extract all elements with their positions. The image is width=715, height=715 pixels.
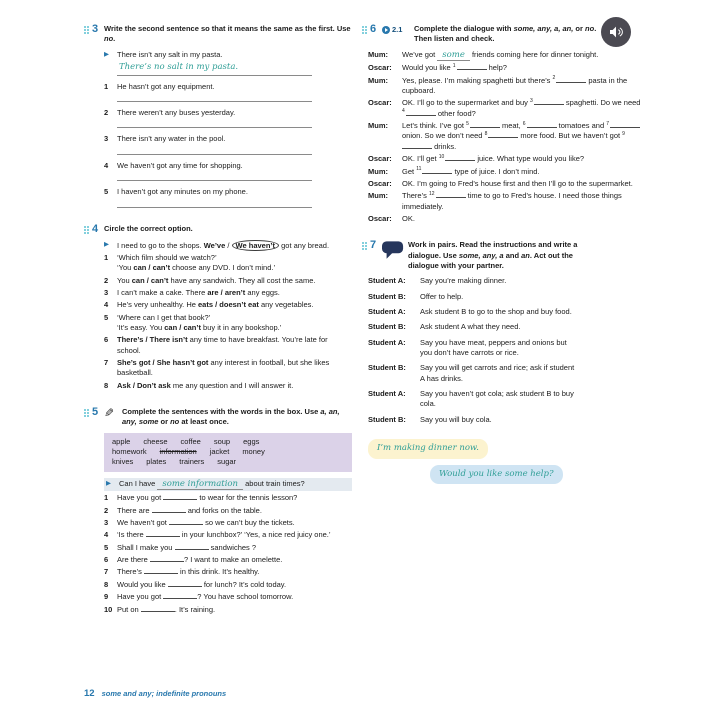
example-row xyxy=(104,478,352,492)
dialogue-speaker: Mum: xyxy=(368,75,388,85)
student-label: Student A: xyxy=(368,306,406,316)
example-sentence: Can I have some information about train times? xyxy=(119,478,305,489)
item-text: Have you got ? You have school tomorrow. xyxy=(117,592,294,602)
exercise-instruction: Complete the sentences with the words in the box. Use a, an, any, some or no at least once. xyxy=(122,406,340,427)
word-box-word: money xyxy=(242,447,265,457)
exercise-7-gutter xyxy=(362,240,382,251)
student-instruction: Say you haven’t got cola; ask student B to buy cola. xyxy=(420,389,574,409)
exercise-item xyxy=(104,580,352,590)
blank-number: 6 xyxy=(522,120,526,127)
pairwork-line xyxy=(368,389,578,410)
student-instruction: Ask student A what they need. xyxy=(420,322,521,332)
exercise-4-body xyxy=(104,240,352,391)
student-label: Student B: xyxy=(368,291,406,301)
student-label: Student A: xyxy=(368,389,406,398)
footer-topic: some and any; indefinite pronouns xyxy=(101,689,227,698)
exercise-item xyxy=(104,493,352,503)
circled-option: We haven’t xyxy=(232,240,279,251)
example-sentence: I need to go to the shops. We’ve / We haven’t got any bread. xyxy=(117,240,330,250)
pairwork-line xyxy=(368,276,578,286)
exercise-6-gutter xyxy=(362,24,382,35)
exercise-instruction: Circle the correct option. xyxy=(104,223,193,233)
dialogue-speaker: Mum: xyxy=(368,121,388,131)
word-box-word: eggs xyxy=(243,436,260,446)
item-text: He’s very unhealthy. He eats / doesn’t eat any vegetables. xyxy=(117,300,314,310)
pairwork-line xyxy=(368,292,578,302)
blank-number: 12 xyxy=(428,190,435,197)
pairwork-line xyxy=(368,338,578,359)
word-box-word: apple xyxy=(112,436,131,446)
answer-line xyxy=(117,147,312,155)
answer-blank xyxy=(445,154,475,161)
speaker-icon xyxy=(608,24,624,40)
exercise-4 xyxy=(84,224,352,391)
pairwork-line xyxy=(368,363,578,384)
exercise-7-header xyxy=(362,240,584,271)
answer-line xyxy=(117,200,312,208)
dialogue-speaker: Oscar: xyxy=(368,63,392,73)
word-box-word: jacket xyxy=(209,447,230,457)
exercise-5-gutter xyxy=(84,407,104,418)
handwritten-answer: some xyxy=(437,50,470,61)
answer-blank xyxy=(141,605,175,612)
word-box-word: soup xyxy=(213,436,231,446)
answer-blank xyxy=(150,555,184,562)
audio-track xyxy=(382,24,414,35)
word-box-row xyxy=(112,447,344,457)
answer-line xyxy=(117,173,312,181)
dialogue-line xyxy=(368,98,646,119)
item-container xyxy=(104,253,352,391)
play-icon xyxy=(382,26,390,34)
item-number: 8 xyxy=(104,579,109,589)
item-text: There’s in this drink. It’s healthy. xyxy=(117,567,260,577)
speech-bubbles xyxy=(368,439,584,484)
answer-blank xyxy=(470,121,500,128)
item-text: There are and forks on the table. xyxy=(117,505,262,515)
example-marker-icon: ▶ xyxy=(106,479,111,487)
item-text: I haven’t got any minutes on my phone. xyxy=(117,187,248,197)
example-prompt: There isn’t any salt in my pasta. xyxy=(117,49,223,59)
dialogue-text: OK. I’m going to Fred’s house first and then I’ll go to the supermarket. xyxy=(402,178,633,188)
exercise-item xyxy=(104,555,352,565)
dialogue xyxy=(368,50,646,225)
dialogue-speaker: Mum: xyxy=(368,166,388,176)
item-number: 7 xyxy=(104,567,109,577)
student-label: Student A: xyxy=(368,337,406,347)
dots-icon xyxy=(84,26,89,34)
item-number: 3 xyxy=(104,134,109,144)
word-box-word: coffee xyxy=(180,436,201,446)
exercise-6 xyxy=(362,24,646,224)
dots-icon xyxy=(362,242,367,250)
example-marker-icon: ▶ xyxy=(104,50,109,58)
exercise-item xyxy=(104,313,352,334)
student-instruction: Ask student B to go to the shop and buy food. xyxy=(420,306,572,316)
dialogue-line xyxy=(368,50,646,62)
exercise-item xyxy=(104,288,352,298)
item-text: There’s / There isn’t any time to have breakfast. You’re late for school. xyxy=(117,335,328,355)
audio-button[interactable] xyxy=(601,17,631,47)
exercise-item xyxy=(104,530,352,540)
item-number: 3 xyxy=(104,518,109,528)
exercise-instruction: Work in pairs. Read the instructions and write a dialogue. Use some, any, a and an. Act out the dialogue with your partner. xyxy=(408,240,578,270)
exercise-number: 4 xyxy=(92,222,99,235)
item-number: 5 xyxy=(104,312,109,322)
exercise-3 xyxy=(84,24,352,208)
dialogue-line xyxy=(368,63,646,73)
item-number: 1 xyxy=(104,252,109,262)
exercise-item xyxy=(104,358,352,379)
item-text: He hasn’t got any equipment. xyxy=(117,81,215,91)
dialogue-line xyxy=(368,191,646,212)
word-box-row xyxy=(112,437,344,447)
item-number: 9 xyxy=(104,592,109,602)
dialogue-text: Yes, please. I’m making spaghetti but there’s $^2$ pasta in the cupboard. xyxy=(402,75,628,96)
item-container xyxy=(104,82,352,208)
blank-number: 9 xyxy=(622,130,625,137)
blank-number: 4 xyxy=(402,108,405,115)
item-number: 6 xyxy=(104,555,109,565)
item-text: We haven’t got any time for shopping. xyxy=(117,160,243,170)
speech-bubble-icon xyxy=(382,240,408,263)
item-text: She’s got / She hasn’t got any interest in football, but she likes basketball. xyxy=(117,357,330,378)
dialogue-line xyxy=(368,154,646,164)
exercise-item xyxy=(104,108,352,118)
student-instruction: Say you will buy cola. xyxy=(420,414,492,424)
exercise-item xyxy=(104,518,352,528)
answer-blank xyxy=(527,121,557,128)
item-number: 4 xyxy=(104,160,109,170)
student-label: Student B: xyxy=(368,414,406,424)
word-box-word: plates xyxy=(146,457,167,467)
answer-blank xyxy=(406,109,436,116)
answer-blank xyxy=(610,121,640,128)
blank-number: 1 xyxy=(452,62,456,69)
dialogue-text: Let’s think. I’ve got $^5$ meat, $^6$ tomatoes and $^7$ onion. So we don’t need $^8$ more food. But we haven’t got $^9$ drinks. xyxy=(402,121,646,152)
answer-blank xyxy=(488,131,518,138)
exercise-3-gutter xyxy=(84,24,104,35)
exercise-4-header xyxy=(84,224,352,235)
answer-blank xyxy=(163,592,197,599)
item-text: ‘Is there in your lunchbox?’ ‘Yes, a nice red juicy one.’ xyxy=(117,530,331,540)
page-footer xyxy=(84,687,226,700)
exercise-5 xyxy=(84,407,352,615)
handwritten-answer: some information xyxy=(157,479,243,490)
answer-blank xyxy=(169,518,203,525)
example-marker-icon: ▶ xyxy=(104,240,109,248)
exercise-item xyxy=(104,567,352,577)
item-number: 10 xyxy=(104,604,113,614)
item-number: 5 xyxy=(104,187,109,197)
item-number: 4 xyxy=(104,300,109,310)
item-number: 3 xyxy=(104,287,109,297)
answer-blank xyxy=(175,543,209,550)
exercise-7 xyxy=(362,240,584,484)
word-box xyxy=(104,433,352,472)
exercise-item xyxy=(104,543,352,553)
dialogue-speaker: Oscar: xyxy=(368,213,392,223)
exercise-item xyxy=(104,381,352,391)
dialogue-speaker: Oscar: xyxy=(368,154,392,164)
exercise-item xyxy=(104,134,352,144)
item-text: Are there ? I want to make an omelette. xyxy=(117,555,283,565)
student-instruction: Say you have meat, peppers and onions but you don’t have carrots or rice. xyxy=(420,337,567,357)
word-box-word: trainers xyxy=(179,457,205,467)
exercise-instruction: Complete the dialogue with some, any, a, an, or no. Then listen and check. xyxy=(414,24,597,44)
blank-number: 7 xyxy=(606,120,609,127)
dialogue-line xyxy=(368,167,646,177)
exercise-instruction: Write the second sentence so that it means the same as the first. Use no. xyxy=(104,24,351,44)
item-text: We haven’t got so we can’t buy the tickets. xyxy=(117,518,295,528)
item-text: There weren’t any buses yesterday. xyxy=(117,108,236,118)
answer-blank xyxy=(556,76,586,83)
item-text: Have you got to wear for the tennis lesson? xyxy=(117,493,298,503)
exercise-item xyxy=(104,592,352,602)
exercise-3-body xyxy=(104,50,352,208)
dialogue-speaker: Mum: xyxy=(368,49,388,59)
answer-blank xyxy=(163,493,197,500)
pairwork-line xyxy=(368,322,578,332)
word-box-word: cheese xyxy=(143,436,168,446)
dialogue-text: Get $^{11}$ type of juice. I don’t mind. xyxy=(402,166,540,176)
track-number: 2.1 xyxy=(392,25,403,34)
item-number: 1 xyxy=(104,81,109,91)
answer-line xyxy=(117,120,312,128)
student-instruction: Say you will get carrots and rice; ask if student A has drinks. xyxy=(420,363,575,383)
blank-number: 3 xyxy=(529,97,533,104)
exercise-item xyxy=(104,276,352,286)
word-box-word: sugar xyxy=(217,457,237,467)
example-row xyxy=(104,240,352,251)
dialogue-text: OK. I’ll get $^{10}$ juice. What type would you like? xyxy=(402,153,585,164)
exercise-item xyxy=(104,605,352,615)
pencil-glyph: ✎ xyxy=(104,405,115,420)
item-text: You can / can’t have any sandwich. They all cost the same. xyxy=(117,275,316,285)
exercise-5-header xyxy=(84,407,352,428)
exercise-item xyxy=(104,253,352,274)
item-text: Would you like for lunch? It’s cold today. xyxy=(117,579,287,589)
student-instruction: Offer to help. xyxy=(420,291,464,301)
exercise-item xyxy=(104,300,352,310)
right-column xyxy=(362,24,646,500)
answer-blank xyxy=(534,98,564,105)
speech-bubble-yellow: I’m making dinner now. xyxy=(368,439,488,459)
dialogue-text: OK. I’ll go to the supermarket and buy $^3$ spaghetti. Do we need $^4$ other food? xyxy=(402,97,641,118)
dialogue-text: OK. xyxy=(402,213,415,223)
item-number: 7 xyxy=(104,357,109,367)
student-instruction: Say you’re making dinner. xyxy=(420,276,507,286)
dialogue-text: There’s $^{12}$ time to go to Fred’s house. I need those things immediately. xyxy=(402,190,622,211)
item-number: 5 xyxy=(104,542,109,552)
student-label: Student B: xyxy=(368,322,406,332)
item-text: Shall I make you sandwiches ? xyxy=(117,542,257,552)
answer-blank xyxy=(436,191,466,198)
answer-blank xyxy=(144,567,178,574)
item-text: ‘Which film should we watch?’ ‘You can / can’t choose any DVD. I don’t mind.’ xyxy=(117,252,276,273)
item-number: 2 xyxy=(104,505,109,515)
handwritten-answer: There’s no salt in my pasta. xyxy=(117,62,312,76)
exercise-item xyxy=(104,82,352,92)
word-box-word: information xyxy=(159,447,197,457)
dots-icon xyxy=(84,226,89,234)
left-column xyxy=(84,24,352,631)
student-label: Student B: xyxy=(368,363,406,373)
exercise-number: 3 xyxy=(92,23,99,35)
dialogue-speaker: Oscar: xyxy=(368,98,392,108)
word-box-word: homework xyxy=(112,447,147,457)
exercise-item xyxy=(104,506,352,516)
answer-blank xyxy=(146,530,180,537)
page-number: 12 xyxy=(84,688,95,699)
speech-bubble-blue: Would you like some help? xyxy=(430,465,563,485)
pencil-icon xyxy=(104,407,122,419)
dots-icon xyxy=(362,26,367,34)
dialogue-line xyxy=(368,76,646,97)
exercise-number: 7 xyxy=(370,239,377,252)
exercise-number: 6 xyxy=(370,23,377,35)
blank-number: 10 xyxy=(438,153,445,160)
pairwork-line xyxy=(368,415,578,425)
dialogue-speaker: Oscar: xyxy=(368,178,392,188)
dialogue-speaker: Mum: xyxy=(368,191,388,201)
item-number: 6 xyxy=(104,335,109,345)
blank-number: 5 xyxy=(466,120,469,127)
dialogue-line xyxy=(368,179,646,189)
item-container xyxy=(104,493,352,614)
item-number: 1 xyxy=(104,493,109,503)
item-number: 8 xyxy=(104,380,109,390)
exercise-5-body xyxy=(104,433,352,615)
dots-icon xyxy=(84,409,89,417)
item-number: 2 xyxy=(104,108,109,118)
word-box-row xyxy=(112,457,344,467)
word-box-word: knives xyxy=(112,457,134,467)
pairwork-instructions xyxy=(368,276,578,425)
item-number: 4 xyxy=(104,530,109,540)
item-number: 2 xyxy=(104,275,109,285)
exercise-number: 5 xyxy=(92,405,99,418)
answer-blank xyxy=(168,580,202,587)
exercise-3-header xyxy=(84,24,352,45)
blank-number: 2 xyxy=(552,75,556,82)
pairwork-line xyxy=(368,307,578,317)
dialogue-text: Would you like $^1$ help? xyxy=(402,62,507,73)
exercise-4-gutter xyxy=(84,224,104,235)
dialogue-line xyxy=(368,121,646,152)
item-text: ‘Where can I get that book?’ ‘It’s easy. You can / can’t buy it in any bookshop.’ xyxy=(117,312,282,332)
answer-blank xyxy=(422,167,452,174)
item-text: There isn’t any water in the pool. xyxy=(117,134,226,144)
answer-blank xyxy=(152,506,186,513)
item-text: Ask / Don’t ask me any question and I will answer it. xyxy=(117,380,294,390)
exercise-item xyxy=(104,187,352,197)
item-text: I can’t make a cake. There are / aren’t any eggs. xyxy=(117,287,280,297)
exercise-item xyxy=(104,161,352,171)
speech-bubble-glyph xyxy=(382,241,404,260)
dialogue-line xyxy=(368,214,646,224)
answer-blank xyxy=(457,63,487,70)
answer-line xyxy=(117,94,312,102)
example-row xyxy=(104,50,352,60)
student-label: Student A: xyxy=(368,276,406,286)
item-text: Put on . It’s raining. xyxy=(117,604,216,614)
answer-blank xyxy=(402,142,432,149)
exercise-item xyxy=(104,335,352,356)
dialogue-text: We’ve got some friends coming here for dinner tonight. xyxy=(402,49,599,60)
blank-number: 11 xyxy=(416,166,422,172)
blank-number: 8 xyxy=(484,130,488,137)
